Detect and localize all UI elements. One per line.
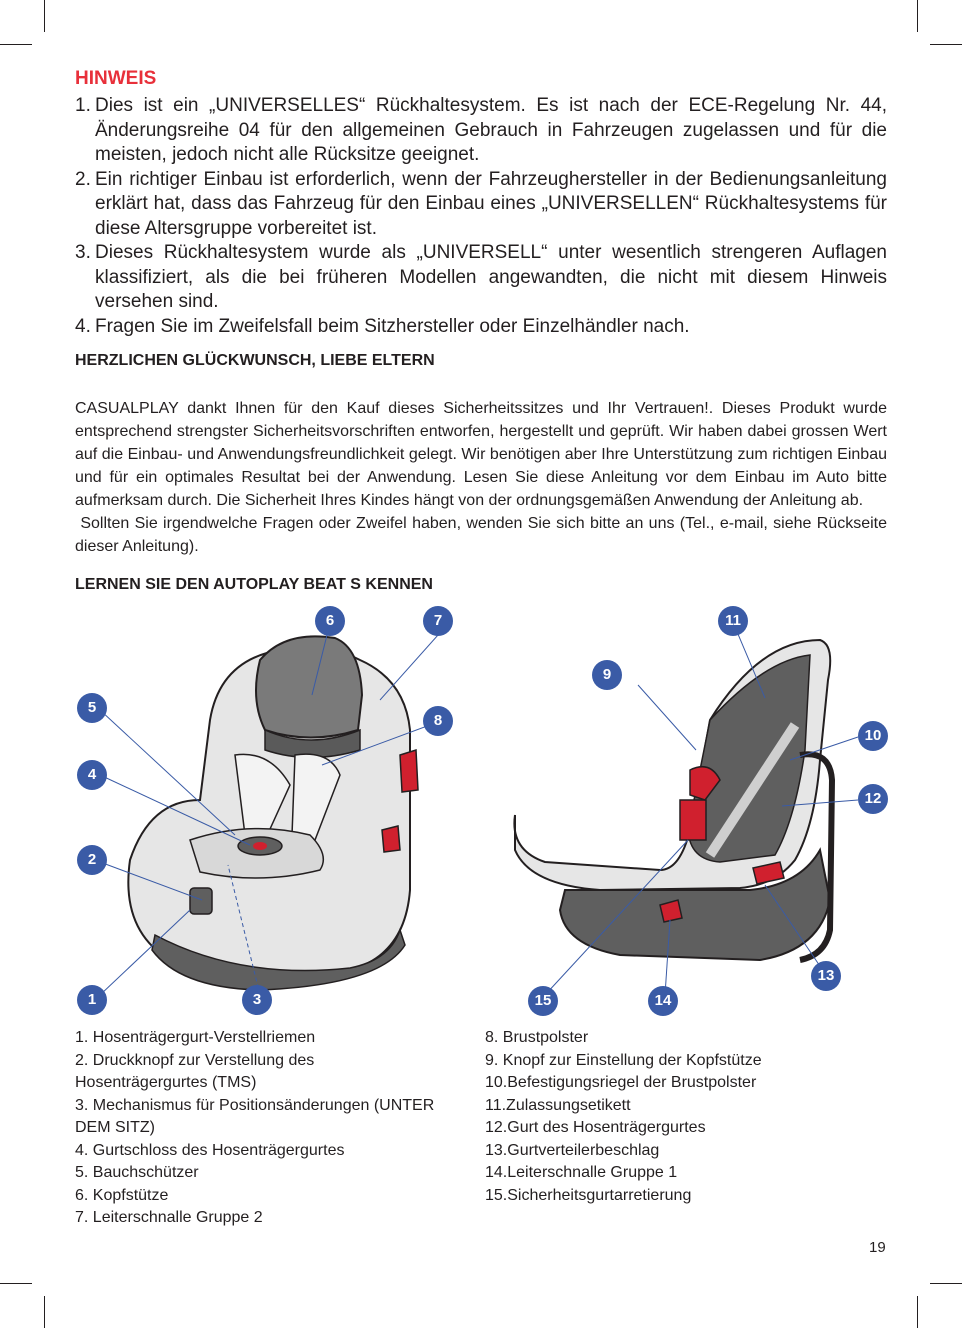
crop-mark xyxy=(0,44,32,45)
crop-mark xyxy=(917,0,918,32)
item-text: Fragen Sie im Zweifelsfall beim Sitzhersteller oder Einzelhändler nach. xyxy=(95,315,690,337)
callout-1: 1 xyxy=(77,985,107,1015)
legend-item: 5. Bauchschützer xyxy=(75,1164,199,1181)
item-number: 4. xyxy=(75,315,91,337)
learn-heading: LERNEN SIE DEN AUTOPLAY BEAT S KENNEN xyxy=(75,576,433,593)
callout-4: 4 xyxy=(77,760,107,790)
car-seat-drawing xyxy=(60,600,900,1020)
side-view-seat xyxy=(514,627,858,995)
legend-item: 9. Knopf zur Einstellung der Kopfstütze xyxy=(485,1051,762,1069)
hinweis-heading: HINWEIS xyxy=(75,68,157,89)
intro-paragraph: CASUALPLAY dankt Ihnen für den Kauf dieses Sicherheitssitzes und Ihr Vertrauen!. Dieses Produkt wurde entsprechend strengster Sicherheitsvorschriften entworfen, hergestellt und geprüft. Wir haben dabei grossen Wert auf die Einbau- und Anwendungsfreundlichkeit gelegt. Wir benötigen aber Ihre Unterstützung zum richtigen Einbau und für ein optimales Resultat bei der Anwendung. Lesen Sie diese Anleitung vor dem Einbau im Auto bitte aufmerksam durch. Die Sicherheit Ihres Kindes hängt von der ordnungsgemäßen Anwendung der Anleitung ab. xyxy=(75,400,887,509)
callout-2: 2 xyxy=(77,845,107,875)
legend-item: 15.Sicherheitsgurtarretierung xyxy=(485,1186,692,1204)
crop-mark xyxy=(930,44,962,45)
legend-item: 4. Gurtschloss des Hosenträgergurtes xyxy=(75,1141,345,1159)
legend-item: 12.Gurt des Hosenträgergurtes xyxy=(485,1119,706,1136)
item-number: 3. xyxy=(75,242,91,263)
item-number: 1. xyxy=(75,95,91,116)
crop-mark xyxy=(930,1283,962,1284)
front-view-seat xyxy=(100,635,438,995)
legend-item: 8. Brustpolster xyxy=(485,1029,589,1046)
callout-8: 8 xyxy=(423,706,453,736)
item-text: Dies ist ein „UNIVERSELLES“ Rückhaltesystem. Es ist nach der ECE-Regelung Nr. 44, Änderungsreihe 04 für den allgemeinen Gebrauch in Fahrzeugen zugelassen und für die meisten, jedoch nicht alle Rücksitze geeignet. xyxy=(95,95,887,165)
legend-item: 7. Leiterschnalle Gruppe 2 xyxy=(75,1209,263,1226)
legend-item: 13.Gurtverteilerbeschlag xyxy=(485,1141,660,1159)
callout-15: 15 xyxy=(528,986,558,1016)
callout-11: 11 xyxy=(718,606,748,636)
page-number: 19 xyxy=(869,1239,886,1256)
legend-item: 3. Mechanismus für Positionsänderungen (UNTER DEM SITZ) xyxy=(75,1096,435,1136)
legend-item: 11.Zulassungsetikett xyxy=(485,1096,631,1114)
item-text: Ein richtiger Einbau ist erforderlich, wenn der Fahrzeughersteller in der Bedienungsanleitung erklärt hat, dass das Fahrzeug für den Einbau eines „UNIVERSELLEN“ Rückhaltesystems für diese Altersgruppe vorbereitet ist. xyxy=(95,168,887,239)
item-text: Dieses Rückhaltesystem wurde als „UNIVERSELL“ unter wesentlich strengeren Auflagen klassifiziert, als die bei früheren Modellen angewandten, die nicht mit diesem Hinweis versehen sind. xyxy=(95,242,887,312)
hinweis-item xyxy=(75,315,887,340)
legend-item: 1. Hosenträgergurt-Verstellriemen xyxy=(75,1029,316,1046)
intro-text xyxy=(75,397,887,558)
legend-item: 14.Leiterschnalle Gruppe 1 xyxy=(485,1164,678,1181)
callout-12: 12 xyxy=(858,784,888,814)
parts-legend-right xyxy=(485,1027,865,1207)
crop-mark xyxy=(917,1296,918,1328)
legend-item: 10.Befestigungsriegel der Brustpolster xyxy=(485,1074,757,1091)
parts-legend-left xyxy=(75,1027,435,1230)
intro-paragraph-text: Sollten Sie irgendwelche Fragen oder Zweifel haben, wenden Sie sich bitte an uns (Tel., e-mail, siehe Rückseite dieser Anleitung). xyxy=(75,515,887,555)
callout-6: 6 xyxy=(315,606,345,636)
hinweis-item xyxy=(75,241,887,315)
hinweis-item xyxy=(75,94,887,168)
hinweis-item xyxy=(75,168,887,242)
legend-item: 6. Kopfstütze xyxy=(75,1186,169,1204)
crop-mark xyxy=(44,1296,45,1328)
callout-9: 9 xyxy=(592,660,622,690)
callout-3: 3 xyxy=(242,985,272,1015)
callout-14: 14 xyxy=(648,986,678,1016)
callout-5: 5 xyxy=(77,693,107,723)
intro-paragraph xyxy=(75,512,887,558)
crop-mark xyxy=(44,0,45,32)
callout-13: 13 xyxy=(811,961,841,991)
callout-10: 10 xyxy=(858,721,888,751)
item-number: 2. xyxy=(75,168,91,190)
hinweis-list xyxy=(75,94,887,339)
congrats-heading: HERZLICHEN GLÜCKWUNSCH, LIEBE ELTERN xyxy=(75,352,435,369)
car-seat-illustration xyxy=(60,600,900,1020)
callout-7: 7 xyxy=(423,606,453,636)
legend-item: 2. Druckknopf zur Verstellung des Hosenträgergurtes (TMS) xyxy=(75,1051,315,1091)
crop-mark xyxy=(0,1283,32,1284)
